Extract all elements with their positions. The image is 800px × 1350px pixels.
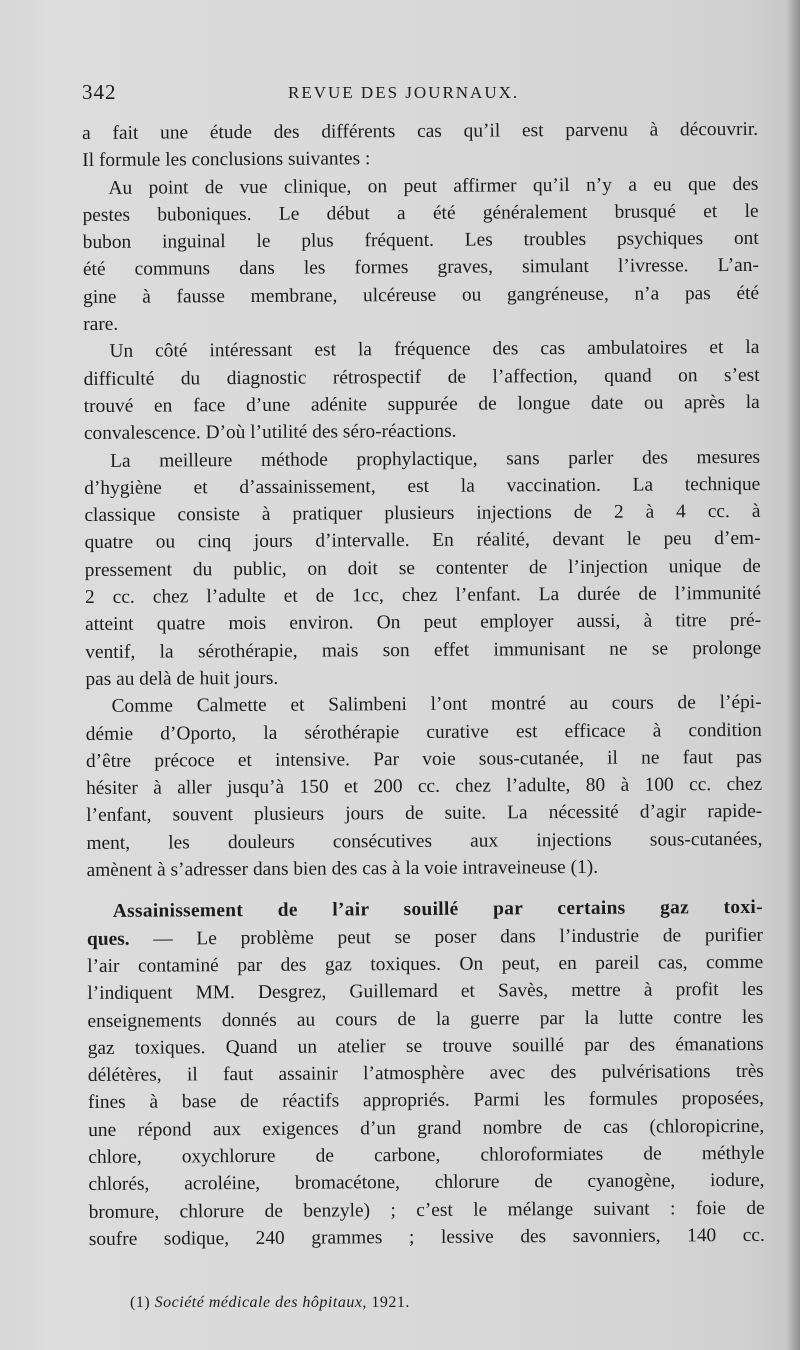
footnote [130, 1294, 410, 1312]
paragraph-prophylaxis [84, 443, 761, 693]
text-line: trouvé en face d’une adénite suppurée de longue date ou après la [83, 391, 760, 417]
text-line: d’être précoce et intensive. Par voie sous-cutanée, il ne faut pas [85, 746, 762, 772]
body-text [82, 116, 765, 1253]
text-line: convalescence. D’où l’utilité des séro-réactions. [83, 420, 457, 445]
section-assainissement [87, 894, 765, 1253]
text-line: rare. [83, 313, 119, 336]
text-line: Au point de vue clinique, on peut affirmer qu’il n’y a eu que des [108, 173, 759, 199]
text-line: 2 cc. chez l’adulte et de 1cc, chez l’enfant. La durée de l’immunité [84, 582, 761, 609]
text-line: une répond aux exigences d’un grand nombre de cas (chloropicrine, [88, 1115, 765, 1141]
footnote-marker: (1) [130, 1294, 151, 1311]
text-line: enseignements donnés au cours de la guerre par la lutte contre les [87, 1006, 764, 1032]
text-line [87, 921, 763, 952]
text-line: a fait une étude des différents cas qu’il est parvenu à découvrir. [82, 118, 759, 144]
text-line: amènent à s’adresser dans bien des cas à la voie intraveineuse (1). [86, 856, 599, 882]
section-title-end: ques. [86, 928, 130, 950]
page-header [82, 80, 762, 110]
page-number: 342 [82, 80, 117, 104]
footnote-journal: Société médicale des hôpitaux, [154, 1294, 367, 1311]
text-line: pressement du public, on doit se contenter de l’injection unique de [84, 555, 761, 581]
paragraph-serotherapy [86, 689, 763, 884]
text-line: chlorés, acroléine, bromacétone, chlorure de cyanogène, iodure, [88, 1170, 765, 1196]
paragraph-intro [82, 116, 758, 175]
running-head: REVUE DES JOURNAUX. [288, 83, 520, 102]
text-line: Il formule les conclusions suivantes : [82, 148, 371, 172]
section-lead-text: — Le problème peut se poser dans l’industrie de purifier [129, 924, 764, 950]
text-line: atteint quatre mois environ. On peut employer aussi, à titre pré- [85, 610, 762, 636]
paragraph-clinical [82, 170, 759, 338]
text-line: hésiter à aller jusqu’à 150 et 200 cc. chez l’adulte, 80 à 100 cc. chez [86, 773, 763, 800]
text-line: gaz toxiques. Quand un atelier se trouve souillé par des émanations [87, 1033, 764, 1059]
text-line: classique consiste à pratiquer plusieurs injections de 2 à 4 cc. à [84, 501, 761, 527]
text-line: chlore, oxychlorure de carbone, chloroformiates de méthyle [88, 1142, 765, 1168]
text-line: ventif, la sérothérapie, mais son effet immunisant ne se prolonge [85, 637, 762, 663]
text-line: bromure, chlorure de benzyle) ; c’est le mélange suivant : foie de [88, 1197, 765, 1223]
paragraph-ambulatory [83, 334, 760, 447]
text-line: ment, les douleurs consécutives aux injections sous-cutanées, [86, 828, 763, 854]
text-line: difficulté du diagnostic rétrospectif de l’affection, quand on s’est [83, 364, 760, 390]
text-line: l’air contaminé par des gaz toxiques. On peut, en pareil cas, comme [87, 951, 764, 977]
text-line: Comme Calmette et Salimbeni l’ont montré au cours de l’épi- [111, 692, 762, 718]
text-line: l’indiquent MM. Desgrez, Guillemard et Savès, mettre à profit les [87, 979, 764, 1005]
text-line: fines à base de réactifs appropriés. Parmi les formules proposées, [87, 1088, 765, 1114]
text-line: Un côté intéressant est la fréquence des cas ambulatoires et la [109, 337, 760, 363]
footnote-year: 1921. [371, 1294, 410, 1311]
section-title: Assainissement de l’air souillé par certains gaz toxi- [112, 897, 763, 923]
text-line: été communs dans les formes graves, simulant l’ivresse. L’an- [82, 255, 759, 281]
text-line: quatre ou cinq jours d’intervalle. En réalité, devant le peu d’em- [84, 528, 761, 554]
text-line: La meilleure méthode prophylactique, sans parler des mesures [110, 446, 761, 472]
text-line: gine à fausse membrane, ulcéreuse ou gangréneuse, n’a pas été [83, 282, 760, 308]
text-line: d’hygiène et d’assainissement, est la vaccination. La technique [84, 473, 761, 499]
text-line: pestes buboniques. Le début a été généralement brusqué et le [82, 200, 759, 226]
text-line: démie d’Oporto, la sérothérapie curative est efficace à condition [85, 719, 762, 745]
text-line: bubon inguinal le plus fréquent. Les troubles psychiques ont [82, 228, 759, 254]
text-line: pas au delà de huit jours. [85, 667, 279, 690]
text-line: soufre sodique, 240 grammes ; lessive des savonniers, 140 cc. [88, 1224, 765, 1250]
text-line: l’enfant, souvent plusieurs jours de suite. La nécessité d’agir rapide- [86, 801, 763, 827]
text-line: délétères, il faut assainir l’atmosphère avec des pulvérisations très [87, 1060, 764, 1087]
